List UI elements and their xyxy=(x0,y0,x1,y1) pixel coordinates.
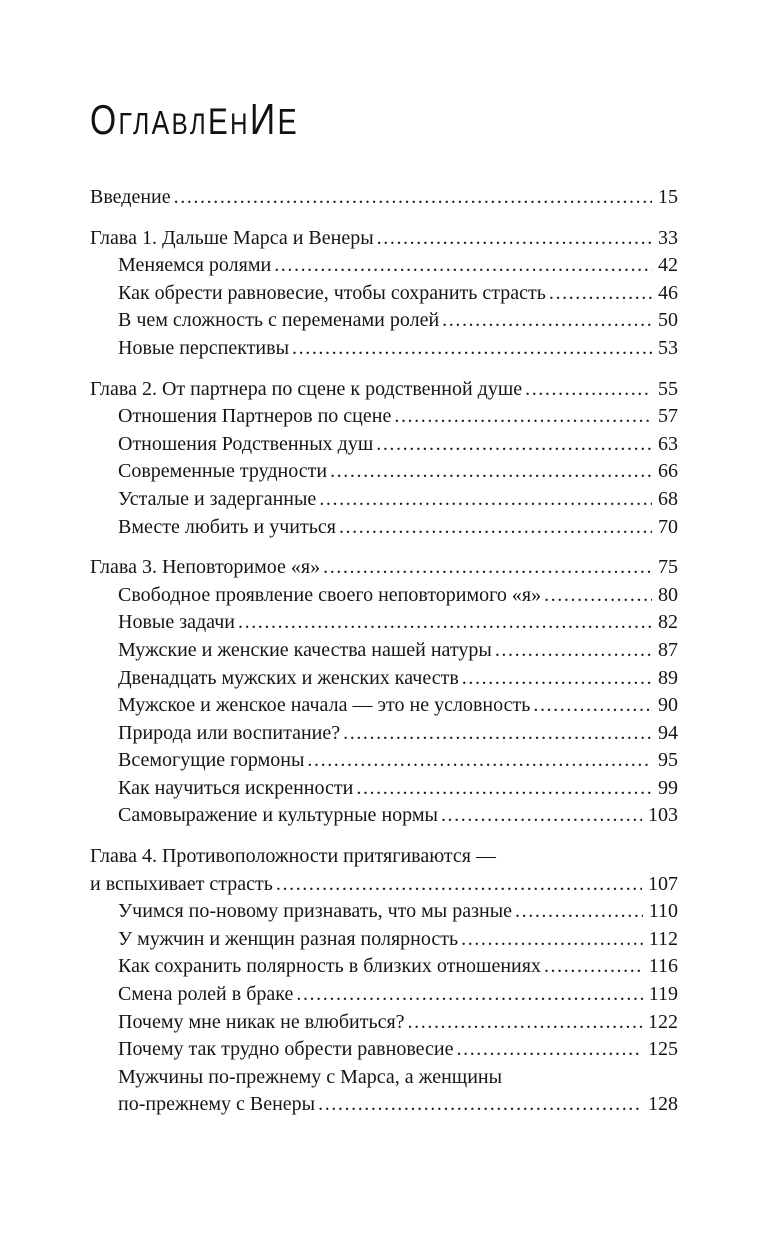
toc-entry-label: Мужские и женские качества нашей натуры xyxy=(118,638,492,661)
leader-dots xyxy=(343,720,652,748)
toc-row xyxy=(90,720,678,748)
toc-row xyxy=(90,184,678,212)
toc-entry-label: Как научиться искренности xyxy=(118,776,354,799)
toc-entry-label: Новые перспективы xyxy=(118,336,290,359)
toc-page-number: 57 xyxy=(658,405,678,428)
toc-page-number: 33 xyxy=(658,226,678,249)
leader-dots xyxy=(356,775,652,803)
toc-page-number: 95 xyxy=(658,749,678,772)
title-letter: Л xyxy=(189,108,208,141)
toc-row xyxy=(90,458,678,486)
title-letter: Е xyxy=(207,101,231,142)
toc-page-number: 46 xyxy=(658,281,678,304)
toc-entry-label: Всемогущие гормоны xyxy=(118,749,305,772)
leader-dots xyxy=(442,307,652,335)
toc-row xyxy=(90,926,678,954)
toc-page-number: 89 xyxy=(658,666,678,689)
toc-entry-label: Глава 1. Дальше Марса и Венеры xyxy=(90,226,374,249)
toc-entry-label: В чем сложность с переменами ролей xyxy=(118,309,440,332)
leader-dots xyxy=(394,403,652,431)
toc-page-number: 112 xyxy=(648,927,678,950)
toc-page-number: 87 xyxy=(658,638,678,661)
toc-entry-label: Отношения Партнеров по сцене xyxy=(118,405,392,428)
toc-entry-label: Новые задачи xyxy=(118,611,235,634)
toc-page-number: 80 xyxy=(658,583,678,606)
leader-dots xyxy=(515,898,643,926)
leader-dots xyxy=(544,582,652,610)
leader-dots xyxy=(238,609,652,637)
toc-row xyxy=(90,514,678,542)
title-letter: О xyxy=(90,96,119,143)
leader-dots xyxy=(330,458,652,486)
title-letter: Н xyxy=(230,108,250,141)
toc-row xyxy=(90,280,678,308)
toc-page-number: 75 xyxy=(658,556,678,579)
toc-entry-label: Отношения Родственных душ xyxy=(118,432,374,455)
toc-row xyxy=(90,843,678,871)
toc-page-number: 119 xyxy=(648,983,678,1006)
toc-entry-label: Природа или воспитание? xyxy=(118,721,341,744)
toc-row xyxy=(90,953,678,981)
toc-row xyxy=(90,403,678,431)
toc-row xyxy=(90,335,678,363)
leader-dots xyxy=(525,376,652,404)
leader-dots xyxy=(533,692,652,720)
toc-page-number: 122 xyxy=(648,1010,678,1033)
toc-row xyxy=(90,692,678,720)
toc-page-number: 50 xyxy=(658,309,678,332)
title-letter: Л xyxy=(132,106,152,141)
toc-row xyxy=(90,307,678,335)
toc-page-number: 116 xyxy=(648,955,678,978)
toc-list xyxy=(90,184,678,1119)
leader-dots xyxy=(376,431,652,459)
toc-page-number: 15 xyxy=(658,186,678,208)
toc-entry-label: Современные трудности xyxy=(118,460,328,483)
toc-page-number: 55 xyxy=(658,377,678,400)
toc-page-number: 70 xyxy=(658,515,678,538)
title-letter: Г xyxy=(118,106,133,141)
toc-page-number: 94 xyxy=(658,721,678,744)
leader-dots xyxy=(549,280,652,308)
leader-dots xyxy=(319,486,652,514)
toc-page-number: 128 xyxy=(648,1093,678,1116)
toc-row xyxy=(90,225,678,253)
leader-dots xyxy=(318,1091,642,1119)
leader-dots xyxy=(174,184,652,212)
toc-entry-label: Свободное проявление своего неповторимого «я» xyxy=(118,583,542,606)
toc-page-number: 42 xyxy=(658,254,678,277)
toc-row xyxy=(90,775,678,803)
toc-row xyxy=(90,554,678,582)
toc-row xyxy=(90,802,678,830)
leader-dots xyxy=(296,981,642,1009)
toc-row xyxy=(90,747,678,775)
leader-dots xyxy=(495,637,652,665)
toc-page-number: 103 xyxy=(648,804,678,827)
toc-row xyxy=(90,898,678,926)
toc-page-number: 68 xyxy=(658,487,678,510)
leader-dots xyxy=(323,554,652,582)
toc-row xyxy=(90,1064,678,1092)
toc-entry-label: Двенадцать мужских и женских качеств xyxy=(118,666,459,689)
toc-entry-label: Глава 2. От партнера по сцене к родственной душе xyxy=(90,377,523,400)
toc-entry-label: Самовыражение и культурные нормы xyxy=(118,804,438,827)
leader-dots xyxy=(461,926,643,954)
toc-entry-label: Учимся по-новому признавать, что мы разные xyxy=(118,900,513,923)
leader-dots xyxy=(408,1009,642,1037)
toc-row xyxy=(90,637,678,665)
toc-entry-label: Глава 4. Противоположности притягиваются — xyxy=(90,845,496,868)
leader-dots xyxy=(276,871,642,899)
page-title xyxy=(90,97,560,143)
leader-dots xyxy=(457,1036,643,1064)
title-letter: И xyxy=(249,95,278,144)
toc-page-number: 63 xyxy=(658,432,678,455)
toc-entry-label: Усталые и задерганные xyxy=(118,487,317,510)
toc-entry-label: Глава 3. Неповторимое «я» xyxy=(90,556,321,579)
title-letter: Е xyxy=(277,101,300,142)
toc-page-number: 125 xyxy=(648,1038,678,1061)
leader-dots xyxy=(307,747,652,775)
leader-dots xyxy=(339,514,652,542)
leader-dots xyxy=(441,802,642,830)
toc-entry-label: Вместе любить и учиться xyxy=(118,515,336,538)
toc-entry-label: Мужчины по-прежнему с Марса, а женщины xyxy=(118,1065,503,1088)
toc-row xyxy=(90,1091,678,1119)
leader-dots xyxy=(377,225,652,253)
toc-page-number: 82 xyxy=(658,611,678,634)
leader-dots xyxy=(292,335,652,363)
leader-dots xyxy=(544,953,643,981)
toc-row xyxy=(90,486,678,514)
toc-page-number: 66 xyxy=(658,460,678,483)
toc-row xyxy=(90,871,678,899)
toc-entry-label: Почему мне никак не влюбиться? xyxy=(118,1010,405,1033)
toc-entry-label: Как сохранить полярность в близких отношениях xyxy=(118,955,541,978)
toc-entry-label: по-прежнему с Венеры xyxy=(118,1093,316,1116)
title-letter: А xyxy=(151,104,172,141)
toc-entry-label: Меняемся ролями xyxy=(118,254,272,277)
toc-entry-label: и вспыхивает страсть xyxy=(90,872,273,895)
toc-row xyxy=(90,252,678,280)
toc-page-number: 90 xyxy=(658,694,678,717)
toc-entry-label: Смена ролей в браке xyxy=(118,983,294,1006)
toc-row xyxy=(90,665,678,693)
toc-entry-label: У мужчин и женщин разная полярность xyxy=(118,927,459,950)
toc-row xyxy=(90,431,678,459)
toc-entry-label: Как обрести равновесие, чтобы сохранить страсть xyxy=(118,281,546,304)
toc-row xyxy=(90,609,678,637)
toc-page-number: 53 xyxy=(658,336,678,359)
title-letter: В xyxy=(171,108,190,141)
toc-row xyxy=(90,582,678,610)
toc-row xyxy=(90,376,678,404)
toc-entry-label: Мужское и женское начала — это не условность xyxy=(118,694,531,717)
toc-page-number: 99 xyxy=(658,776,678,799)
toc-entry-label: Почему так трудно обрести равновесие xyxy=(118,1038,454,1061)
leader-dots xyxy=(274,252,652,280)
toc-page-number: 107 xyxy=(648,872,678,895)
toc-entry-label: Введение xyxy=(90,186,171,208)
toc-page-number: 110 xyxy=(648,900,678,923)
toc-row xyxy=(90,1036,678,1064)
leader-dots xyxy=(462,665,652,693)
toc-row xyxy=(90,981,678,1009)
toc-row xyxy=(90,1009,678,1037)
